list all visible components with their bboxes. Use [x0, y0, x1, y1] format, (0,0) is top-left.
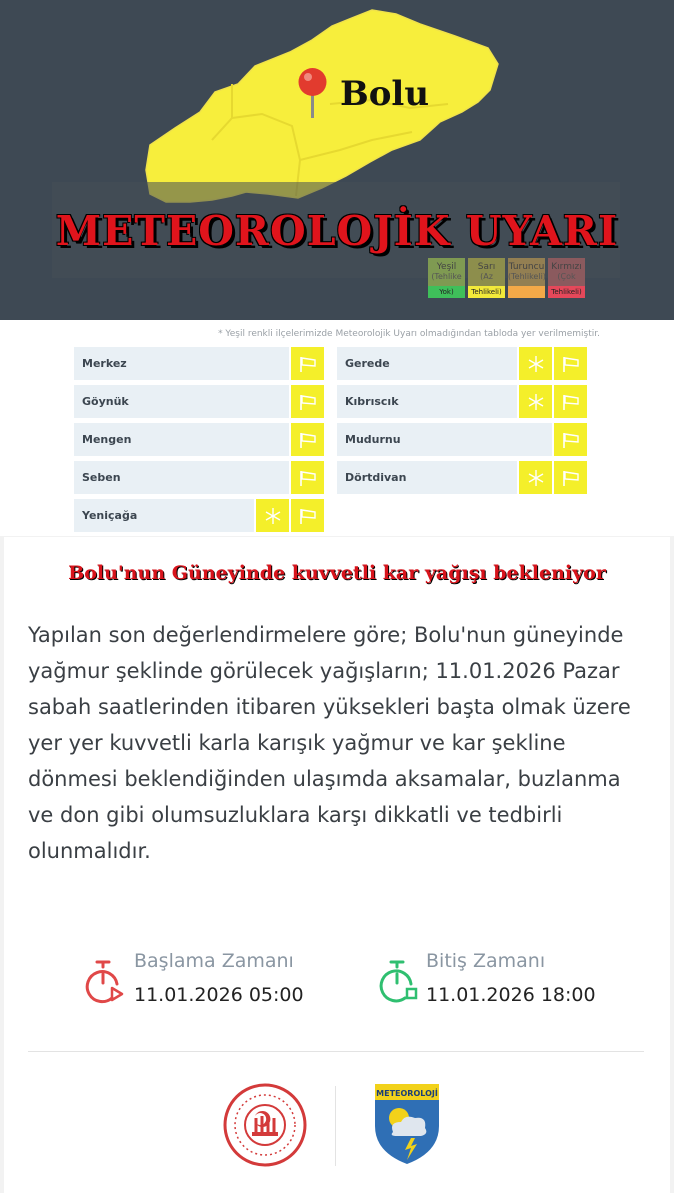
district-row-dortdivan[interactable]	[337, 461, 587, 494]
location-pin-icon	[296, 66, 330, 120]
district-name: Yeniçağa	[82, 509, 138, 522]
legend-sub: (Tehlike	[431, 272, 462, 281]
warning-headline: Bolu'nun Güneyinde kuvvetli kar yağışı bekleniyor	[68, 562, 606, 584]
ministry-seal-logo	[222, 1082, 308, 1168]
snow-icon	[254, 499, 289, 532]
start-time-label: Başlama Zamanı	[134, 950, 294, 972]
legend-bottom: Yok)	[428, 286, 465, 298]
footer-divider	[28, 1051, 644, 1052]
wind-icon	[289, 461, 324, 494]
district-row-seben[interactable]	[74, 461, 324, 494]
district-row-gerede[interactable]	[337, 347, 587, 380]
end-time-label: Bitiş Zamanı	[426, 950, 546, 972]
district-name: Dörtdivan	[345, 471, 407, 484]
logo-divider	[335, 1086, 336, 1166]
district-row-kibriscik[interactable]	[337, 385, 587, 418]
legend-yellow	[468, 258, 505, 298]
district-row-mudurnu[interactable]	[337, 423, 587, 456]
snow-icon	[517, 347, 552, 380]
timer-start-icon	[84, 958, 126, 1004]
district-name: Göynük	[82, 395, 129, 408]
page-title: METEOROLOJİK UYARI	[55, 207, 619, 255]
district-row-yenicaga[interactable]	[74, 499, 324, 532]
legend-sub: (Tehlikeli)	[508, 272, 546, 281]
legend-bottom: Tehlikeli)	[548, 286, 585, 298]
warning-description: Yapılan son değerlendirmelere göre; Bolu'nun güneyinde yağmur şeklinde görülecek yağışların; 11.01.2026 Pazar sabah saatlerinden itibaren yüksekleri başta olmak üzere yer yer kuvvetli karla karışık yağmur ve kar şekline dönmesi beklendiğinden ulaşımda aksamalar, buzlanma ve don gibi olumsuzluklara karşı dikkatli ve tedbirli olunmalıdır.	[28, 623, 631, 863]
wind-icon	[289, 385, 324, 418]
legend-orange	[508, 258, 545, 298]
legend-red	[548, 258, 585, 298]
district-name: Merkez	[82, 357, 127, 370]
hero-banner	[0, 0, 674, 320]
wind-icon	[552, 385, 587, 418]
next-section-peek	[0, 1193, 674, 1200]
legend-sub: (Çok	[557, 272, 576, 281]
map-city-label: Bolu	[340, 74, 430, 114]
wind-icon	[289, 347, 324, 380]
legend-label: Turuncu	[508, 262, 545, 272]
start-time	[84, 950, 304, 1006]
legend-green	[428, 258, 465, 298]
wind-icon	[552, 423, 587, 456]
end-time-value: 11.01.2026 18:00	[426, 984, 596, 1006]
district-name: Kıbrıscık	[345, 395, 399, 408]
logo-title: METEOROLOJİ	[376, 1089, 438, 1098]
legend-label: Yeşil	[436, 262, 457, 272]
snow-icon	[517, 461, 552, 494]
district-name: Mudurnu	[345, 433, 401, 446]
wind-icon	[552, 347, 587, 380]
end-time	[378, 950, 596, 1006]
legend-bottom: Tehlikeli)	[468, 286, 505, 298]
wind-icon	[289, 499, 324, 532]
timer-end-icon	[378, 958, 420, 1004]
wind-icon	[552, 461, 587, 494]
legend-sub: (Az	[480, 272, 493, 281]
legend-label: Kırmızı	[551, 262, 582, 272]
snow-icon	[517, 385, 552, 418]
meteoroloji-logo	[371, 1080, 443, 1166]
district-name: Seben	[82, 471, 121, 484]
table-footnote: * Yeşil renkli ilçelerimizde Meteorolojik Uyarı olmadığından tabloda yer verilmemiştir.	[218, 329, 600, 339]
district-row-goynuk[interactable]	[74, 385, 324, 418]
start-time-value: 11.01.2026 05:00	[134, 984, 304, 1006]
district-name: Mengen	[82, 433, 132, 446]
warning-level-legend	[428, 258, 585, 298]
district-row-mengen[interactable]	[74, 423, 324, 456]
district-name: Gerede	[345, 357, 390, 370]
district-row-merkez[interactable]	[74, 347, 324, 380]
legend-label: Sarı	[477, 262, 496, 272]
legend-bottom	[508, 286, 545, 298]
wind-icon	[289, 423, 324, 456]
